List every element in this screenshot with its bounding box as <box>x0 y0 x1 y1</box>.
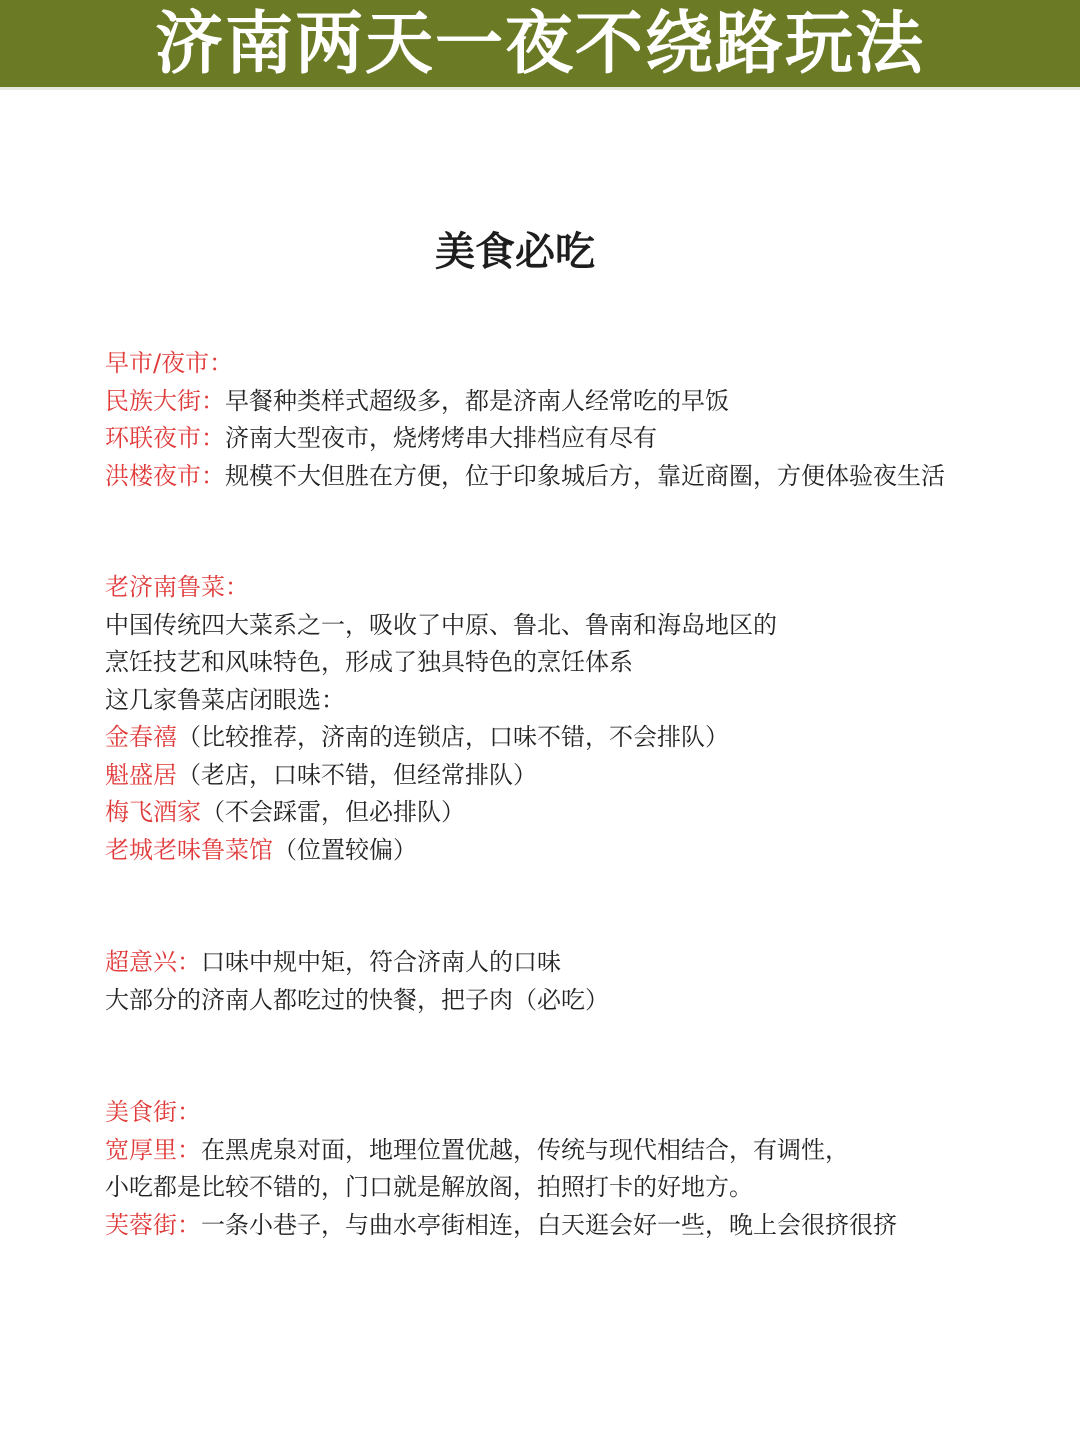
restaurant-note: （老店，口味不错，但经常排队） <box>177 760 537 789</box>
chaoyixing-line <box>105 944 1055 982</box>
restaurant-name: 梅飞酒家 <box>105 798 201 826</box>
foodstreet-heading: 美食街： <box>105 1098 201 1126</box>
markets-heading: 早市/夜市： <box>105 349 234 377</box>
chaoyixing-section <box>105 944 1055 1019</box>
market-desc: 规模不大但胜在方便，位于印象城后方，靠近商圈，方便体验夜生活 <box>225 461 945 490</box>
restaurant-name: 金春禧 <box>105 723 177 751</box>
markets-section <box>105 345 1055 495</box>
chaoyixing-desc: 口味中规中矩，符合济南人的口味 <box>201 948 561 976</box>
page-title: 济南两天一夜不绕路玩法 <box>154 5 925 84</box>
title-banner <box>0 0 1080 90</box>
market-item <box>105 383 1055 421</box>
foodstreet-section <box>105 1094 1055 1244</box>
market-item <box>105 458 1055 496</box>
kuanhouli-desc: 在黑虎泉对面，地理位置优越，传统与现代相结合，有调性， <box>201 1135 849 1164</box>
chaoyixing-name: 超意兴： <box>105 948 201 976</box>
restaurant-name: 魁盛居 <box>105 760 177 789</box>
foodstreet-item <box>105 1132 1055 1170</box>
market-name: 民族大街： <box>105 386 225 415</box>
market-desc: 济南大型夜市，烧烤烤串大排档应有尽有 <box>225 424 657 452</box>
lucai-intro-line: 烹饪技艺和风味特色，形成了独具特色的烹饪体系 <box>105 648 633 676</box>
restaurant-note: （比较推荐，济南的连锁店，口味不错，不会排队） <box>177 723 729 751</box>
market-name: 环联夜市： <box>105 424 225 452</box>
restaurant-item <box>105 757 1055 795</box>
furong-desc: 一条小巷子，与曲水亭街相连，白天逛会好一些，晚上会很挤很挤 <box>201 1210 897 1239</box>
lucai-section <box>105 569 1055 869</box>
foodstreet-line: 小吃都是比较不错的，门口就是解放阁，拍照打卡的好地方。 <box>105 1173 753 1201</box>
section-title: 美食必吃 <box>435 229 595 275</box>
lucai-intro-line: 中国传统四大菜系之一，吸收了中原、鲁北、鲁南和海岛地区的 <box>105 610 777 639</box>
chaoyixing-line: 大部分的济南人都吃过的快餐，把子肉（必吃） <box>105 985 609 1014</box>
lucai-heading: 老济南鲁菜： <box>105 573 249 601</box>
restaurant-note: （不会踩雷，但必排队） <box>201 798 465 826</box>
market-item <box>105 420 1055 458</box>
kuanhouli-name: 宽厚里： <box>105 1135 201 1164</box>
restaurant-item <box>105 832 1055 870</box>
foodstreet-item <box>105 1207 1055 1245</box>
market-desc: 早餐种类样式超级多，都是济南人经常吃的早饭 <box>225 386 729 415</box>
lucai-intro-line: 这几家鲁菜店闭眼选： <box>105 685 345 714</box>
restaurant-item <box>105 719 1055 757</box>
furong-name: 芙蓉街： <box>105 1210 201 1239</box>
market-name: 洪楼夜市： <box>105 461 225 490</box>
restaurant-name: 老城老味鲁菜馆 <box>105 835 273 864</box>
restaurant-item <box>105 794 1055 832</box>
restaurant-note: （位置较偏） <box>273 835 417 864</box>
